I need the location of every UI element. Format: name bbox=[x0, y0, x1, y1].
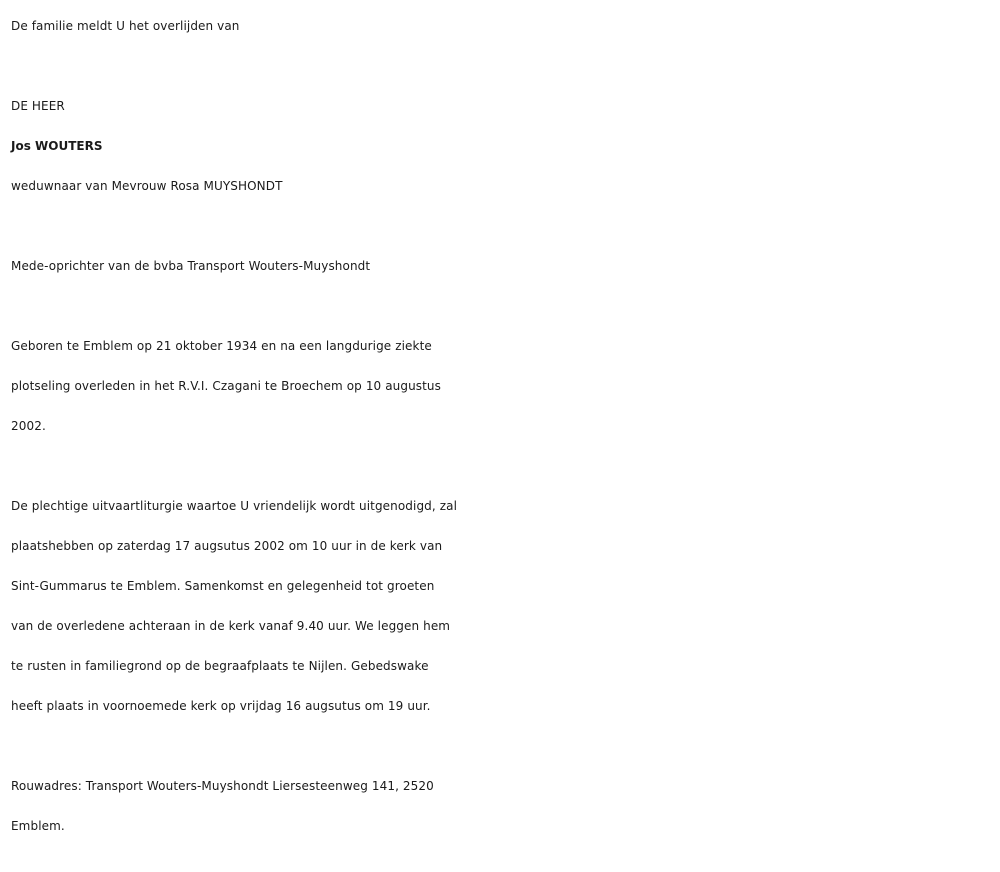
paragraph-line: Emblem. bbox=[11, 819, 65, 833]
spacer bbox=[11, 206, 996, 246]
paragraph-line: heeft plaats in voornoemede kerk op vrijdag 16 augsutus om 19 uur. bbox=[11, 699, 431, 713]
obituary-document bbox=[11, 6, 996, 846]
spacer bbox=[11, 46, 996, 86]
birth-death-paragraph bbox=[11, 326, 996, 446]
paragraph-line: plotseling overleden in het R.V.I. Czagani te Broechem op 10 augustus bbox=[11, 379, 441, 393]
spacer bbox=[11, 446, 996, 486]
paragraph-line: Sint-Gummarus te Emblem. Samenkomst en gelegenheid tot groeten bbox=[11, 579, 435, 593]
relation-text: weduwnaar van Mevrouw Rosa MUYSHONDT bbox=[11, 179, 283, 193]
spacer bbox=[11, 286, 996, 326]
title-text: DE HEER bbox=[11, 99, 65, 113]
paragraph-line: 2002. bbox=[11, 419, 46, 433]
spacer bbox=[11, 726, 996, 766]
paragraph-line: Geboren te Emblem op 21 oktober 1934 en na een langdurige ziekte bbox=[11, 339, 432, 353]
paragraph-line: De plechtige uitvaartliturgie waartoe U vriendelijk wordt uitgenodigd, zal bbox=[11, 499, 457, 513]
funeral-paragraph bbox=[11, 486, 996, 726]
paragraph-line: te rusten in familiegrond op de begraafplaats te Nijlen. Gebedswake bbox=[11, 659, 429, 673]
paragraph-line: plaatshebben op zaterdag 17 augsutus 2002 om 10 uur in de kerk van bbox=[11, 539, 443, 553]
paragraph-line: van de overledene achteraan in de kerk vanaf 9.40 uur. We leggen hem bbox=[11, 619, 451, 633]
paragraph-line: Rouwadres: Transport Wouters-Muyshondt Liersesteenweg 141, 2520 bbox=[11, 779, 434, 793]
address-paragraph bbox=[11, 766, 996, 846]
intro-text: De familie meldt U het overlijden van bbox=[11, 19, 240, 33]
role-text: Mede-oprichter van de bvba Transport Wouters-Muyshondt bbox=[11, 259, 371, 273]
deceased-name: Jos WOUTERS bbox=[11, 139, 103, 153]
